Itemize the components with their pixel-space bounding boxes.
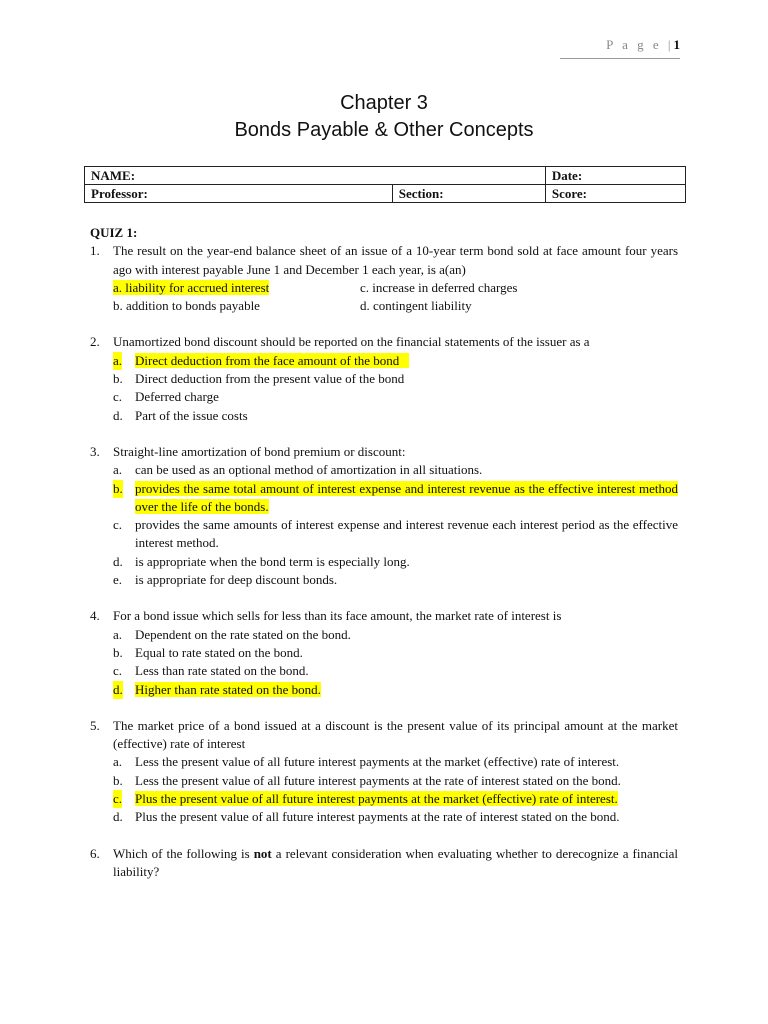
question-6: 6. Which of the following is not a relevant consideration when evaluating whether to derecognize a financial liability? — [90, 845, 678, 879]
q5-option-d: d. Plus the present value of all future interest payments at the rate of interest stated on the bond. — [113, 809, 620, 825]
q1-option-a: a. liability for accrued interest — [113, 279, 270, 295]
q4-option-d: d. Higher than rate stated on the bond. — [90, 681, 678, 699]
q1-option-c: c. increase in deferred charges — [360, 279, 518, 295]
q3-option-c: c. provides the same amounts of interest expense and interest revenue each interest period as the effective interest method. — [113, 517, 678, 551]
q2-option-d: d. Part of the issue costs — [113, 407, 248, 423]
q4-option-a: a. Dependent on the rate stated on the bond. — [113, 626, 351, 642]
question-text: Which of the following is not a relevant consideration when evaluating whether to derecognize a financial liability? — [113, 845, 678, 879]
q5-option-c: c. Plus the present value of all future interest payments at the market (effective) rate of interest. — [90, 790, 678, 808]
chapter-title: Chapter 3 — [340, 92, 428, 114]
question-3: 3. Straight-line amortization of bond premium or discount: — [90, 443, 406, 459]
q1-option-d: d. contingent liability — [360, 298, 472, 314]
quiz-content — [90, 224, 678, 881]
q1-option-b: b. addition to bonds payable — [113, 298, 260, 314]
q1-options-row-1 — [90, 279, 678, 297]
question-5: 5. The market price of a bond issued at a discount is the present value of its principal amount at the market (effective) rate of interest — [90, 717, 678, 752]
question-text: Unamortized bond discount should be reported on the financial statements of the issuer as a — [113, 334, 590, 350]
date-cell: Date: — [545, 167, 685, 185]
question-2: 2. Unamortized bond discount should be reported on the financial statements of the issuer as a — [90, 334, 590, 350]
question-text: The result on the year-end balance sheet of an issue of a 10-year term bond sold at face amount four years ago with interest payable June 1 and December 1 each year, is a(an) — [113, 243, 678, 277]
q3-option-b: b. provides the same total amount of interest expense and interest revenue as the effective interest method over the life of the bonds. — [113, 480, 678, 514]
question-text: The market price of a bond issued at a discount is the present value of its principal amount at the market (effective) rate of interest — [113, 717, 678, 752]
student-info-table — [84, 166, 686, 203]
question-1: 1. The result on the year-end balance sheet of an issue of a 10-year term bond sold at face amount four years ago with interest payable June 1 and December 1 each year, is a(an) — [90, 243, 678, 277]
professor-cell: Professor: — [85, 185, 393, 203]
question-text: For a bond issue which sells for less than its face amount, the market rate of interest is — [113, 608, 562, 624]
q2-option-b: b. Direct deduction from the present value of the bond — [113, 371, 405, 387]
name-cell: NAME: — [85, 167, 546, 185]
q3-option-d: d. is appropriate when the bond term is especially long. — [113, 553, 410, 569]
q3-option-a: a. can be used as an optional method of amortization in all situations. — [113, 462, 483, 478]
q4-option-c: c. Less than rate stated on the bond. — [113, 663, 309, 679]
page-number: P a g e |1 — [606, 37, 680, 52]
q2-option-a: a. Direct deduction from the face amount of the bond — [90, 352, 678, 370]
question-4: 4. For a bond issue which sells for less than its face amount, the market rate of interest is — [90, 608, 562, 624]
chapter-subtitle: Bonds Payable & Other Concepts — [234, 119, 534, 141]
q5-option-a: a. Less the present value of all future interest payments at the market (effective) rate of interest. — [113, 754, 620, 770]
q3-option-e: e. is appropriate for deep discount bonds. — [113, 572, 338, 588]
score-cell: Score: — [545, 185, 685, 203]
section-cell: Section: — [392, 185, 545, 203]
q1-options-row-2 — [90, 297, 678, 315]
q2-option-c: c. Deferred charge — [113, 389, 219, 405]
quiz-label: QUIZ 1: — [90, 225, 138, 240]
q5-option-b: b. Less the present value of all future interest payments at the rate of interest stated on the bond. — [113, 772, 621, 788]
header-rule — [560, 58, 680, 59]
question-text: Straight-line amortization of bond premium or discount: — [113, 443, 406, 459]
q4-option-b: b. Equal to rate stated on the bond. — [113, 644, 303, 660]
